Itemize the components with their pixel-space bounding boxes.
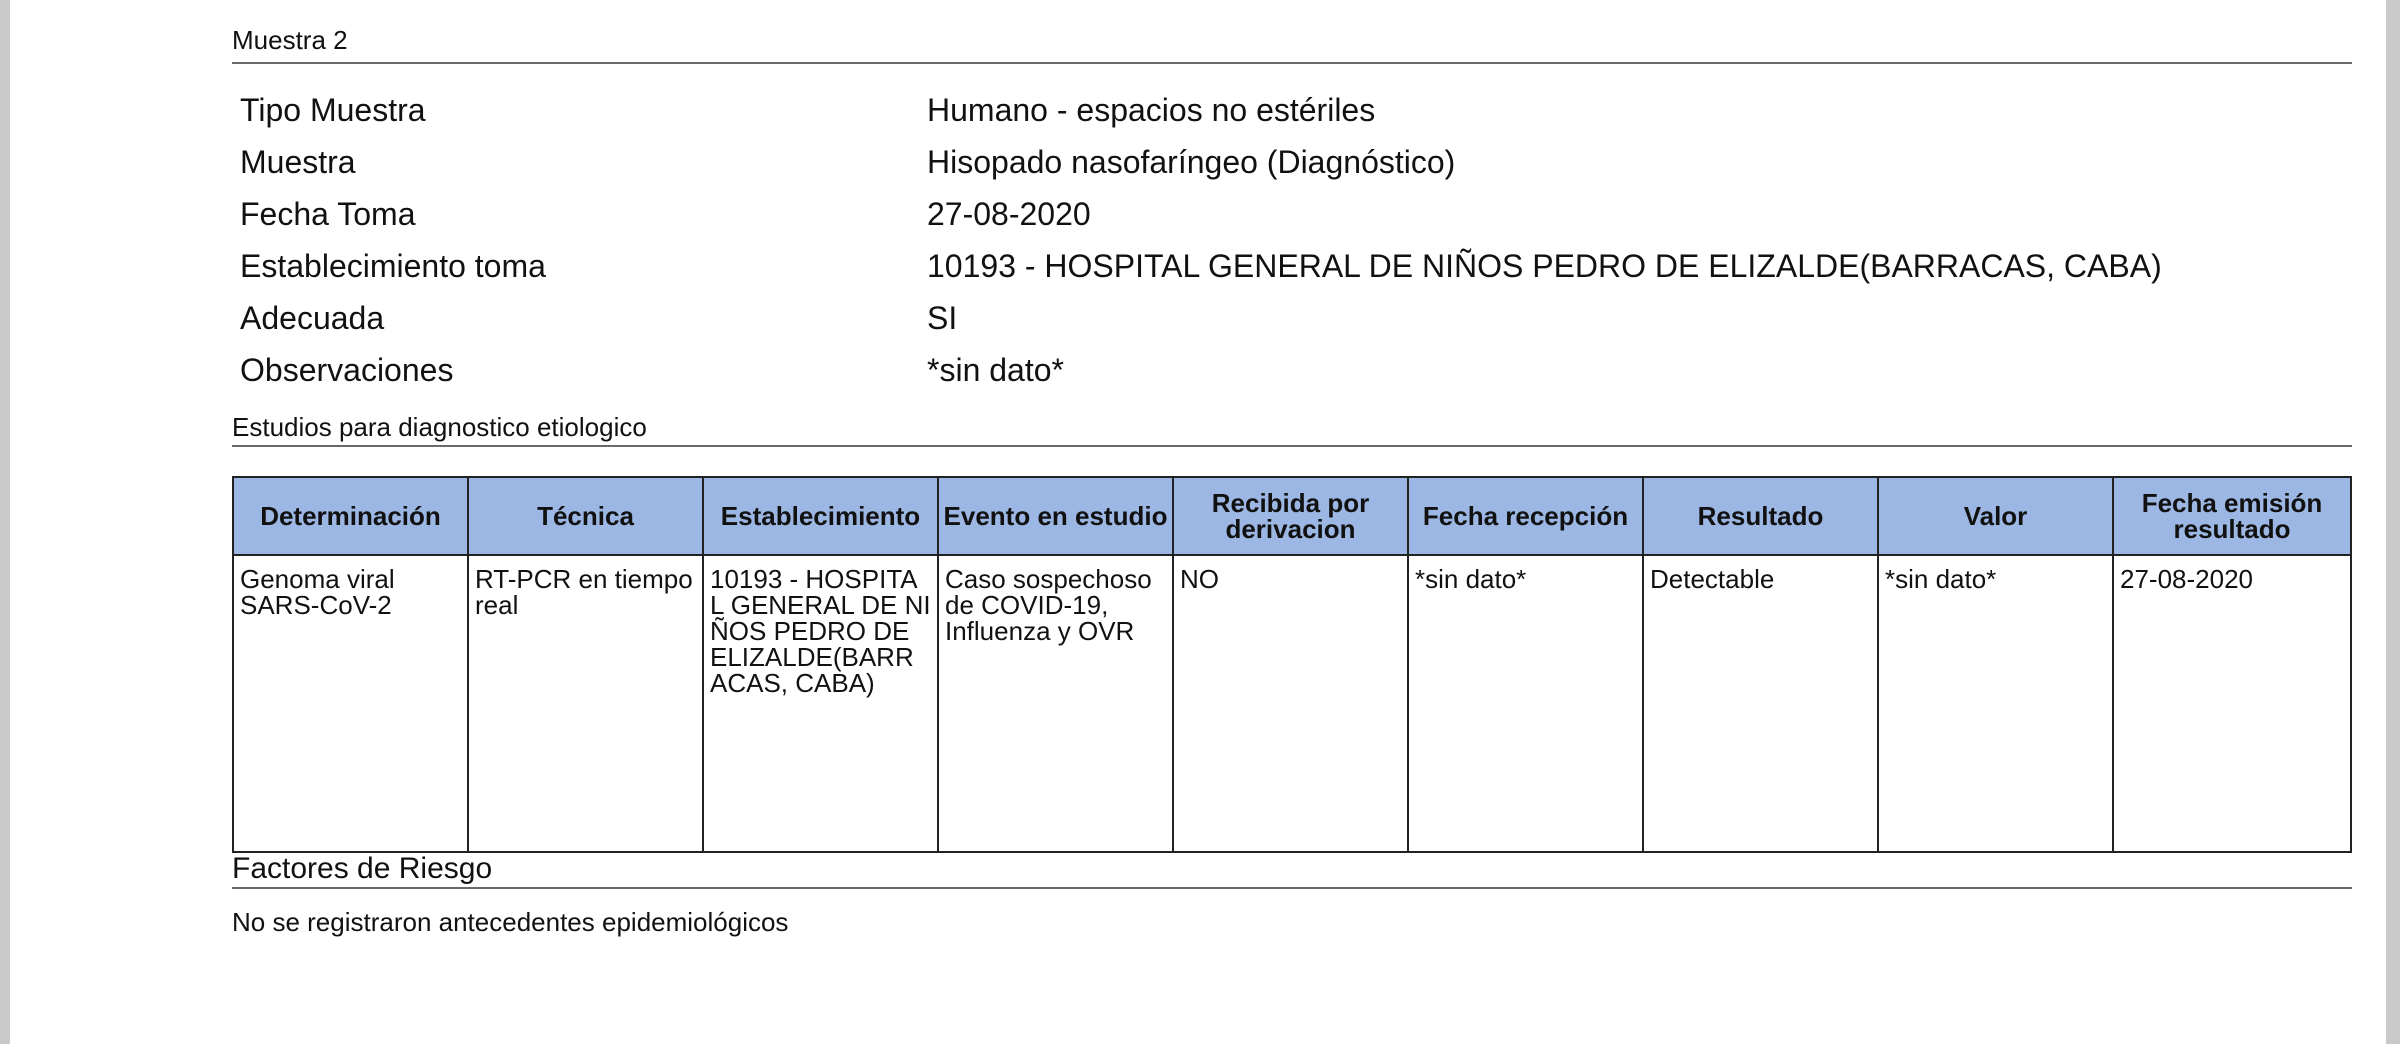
field-value: *sin dato* bbox=[927, 352, 1064, 388]
column-header-fecha-recepcion: Fecha recepción bbox=[1408, 477, 1643, 555]
field-label: Fecha Toma bbox=[240, 196, 416, 232]
risk-factors-heading: Factores de Riesgo bbox=[232, 852, 493, 885]
cell-resultado: Detectable bbox=[1643, 555, 1878, 852]
column-header-establecimiento: Establecimiento bbox=[703, 477, 938, 555]
table-header-row bbox=[233, 477, 2351, 555]
studies-table bbox=[232, 476, 2352, 853]
cell-fecha-recepcion: *sin dato* bbox=[1408, 555, 1643, 852]
studies-heading-rule bbox=[232, 445, 2352, 447]
cell-fecha-emision: 27-08-2020 bbox=[2113, 555, 2351, 852]
column-header-fecha-emision: Fecha emisión resultado bbox=[2113, 477, 2351, 555]
field-label: Establecimiento toma bbox=[240, 248, 546, 284]
risk-factors-heading-rule bbox=[232, 887, 2352, 889]
field-row-adecuada bbox=[240, 292, 2370, 344]
column-header-valor: Valor bbox=[1878, 477, 2113, 555]
sample-heading: Muestra 2 bbox=[232, 25, 348, 55]
field-row-establecimiento-toma bbox=[240, 240, 2370, 292]
field-value: 10193 - HOSPITAL GENERAL DE NIÑOS PEDRO DE ELIZALDE(BARRACAS, CABA) bbox=[927, 248, 2162, 284]
field-label: Observaciones bbox=[240, 352, 454, 388]
column-header-recibida: Recibida por derivacion bbox=[1173, 477, 1408, 555]
field-value: SI bbox=[927, 300, 958, 336]
field-row-tipo-muestra bbox=[240, 84, 2370, 136]
risk-factors-text: No se registraron antecedentes epidemiológicos bbox=[232, 907, 789, 937]
field-value: 27-08-2020 bbox=[927, 196, 1091, 232]
field-label: Muestra bbox=[240, 144, 356, 180]
studies-heading: Estudios para diagnostico etiologico bbox=[232, 412, 647, 442]
cell-evento: Caso sospechoso de COVID-19, Influenza y OVR bbox=[938, 555, 1173, 852]
column-header-evento: Evento en estudio bbox=[938, 477, 1173, 555]
cell-determinacion: Genoma viral SARS-CoV-2 bbox=[233, 555, 468, 852]
column-header-determinacion: Determinación bbox=[233, 477, 468, 555]
column-header-tecnica: Técnica bbox=[468, 477, 703, 555]
cell-recibida: NO bbox=[1173, 555, 1408, 852]
field-label: Adecuada bbox=[240, 300, 385, 336]
cell-valor: *sin dato* bbox=[1878, 555, 2113, 852]
field-value: Humano - espacios no estériles bbox=[927, 92, 1376, 128]
field-row-muestra bbox=[240, 136, 2370, 188]
cell-establecimiento: 10193 - HOSPITAL GENERAL DE NIÑOS PEDRO DE ELIZALDE(BARRACAS, CABA) bbox=[703, 555, 938, 852]
table-row bbox=[233, 555, 2351, 852]
column-header-resultado: Resultado bbox=[1643, 477, 1878, 555]
field-row-fecha-toma bbox=[240, 188, 2370, 240]
field-value: Hisopado nasofaríngeo (Diagnóstico) bbox=[927, 144, 1456, 180]
field-row-observaciones bbox=[240, 344, 2370, 396]
field-label: Tipo Muestra bbox=[240, 92, 426, 128]
sample-heading-rule bbox=[232, 62, 2352, 64]
document-page bbox=[10, 0, 2386, 1044]
cell-tecnica: RT-PCR en tiempo real bbox=[468, 555, 703, 852]
